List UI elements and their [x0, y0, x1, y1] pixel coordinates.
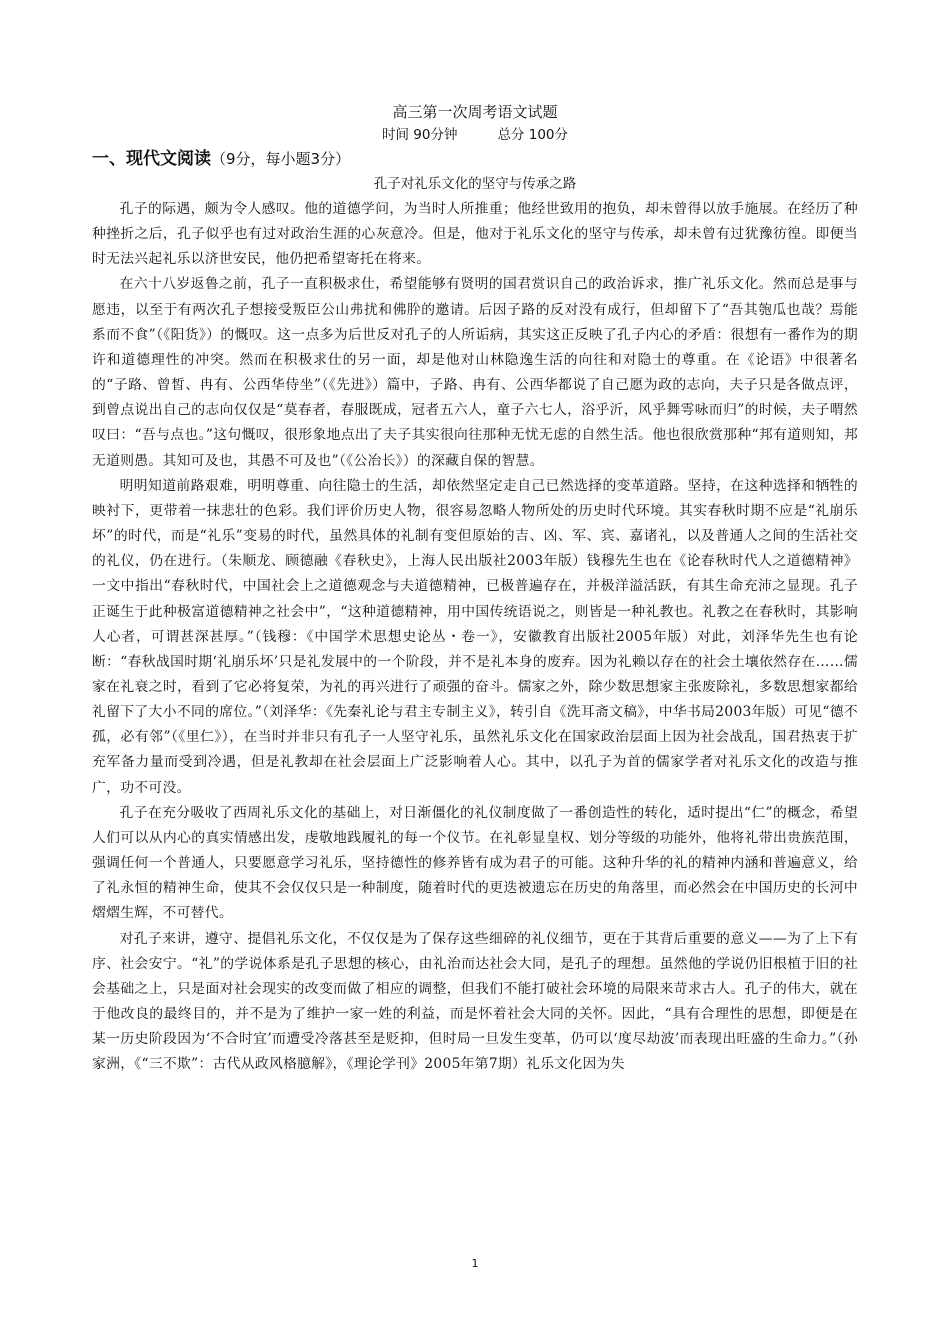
section-note: （9分，每小题3分） [211, 150, 351, 168]
document-page [92, 100, 858, 1077]
article-paragraph-3: 明明知道前路艰难，明明尊重、向往隐士的生活，却依然坚定走自己已然选择的变革道路。坚持，在这种选择和牺牲的映衬下，更带着一抹悲壮的色彩。我们评价历史人物，很容易忽略人物所处的历史时代环境。其实春秋时期不应是“礼崩乐坏”的时代，而是“礼乐”变易的时代，虽然具体的礼制有变但原始的吉、凶、军、宾、嘉诸礼，以及普通人之间的生活社交的礼仪，仍在进行。（朱顺龙、顾德融《春秋史》，上海人民出版社2003年版）钱穆先生也在《论春秋时代人之道德精神》一文中指出“春秋时代，中国社会上之道德观念与夫道德精神，已极普遍存在，并极洋溢活跃，有其生命充沛之显现。孔子正诞生于此种极富道德精神之社会中”，“这种道德精神，用中国传统语说之，则皆是一种礼教也。礼教之在春秋时，其影响人心者，可谓甚深甚厚。”（钱穆：《中国学术思想史论丛・卷一》，安徽教育出版社2005年版）对此，刘泽华先生也有论断：“春秋战国时期‘礼崩乐坏’只是礼发展中的一个阶段，并不是礼本身的废弃。因为礼赖以存在的社会土壤依然存在……儒家在礼衰之时，看到了它必将复荣，为礼的再兴进行了顽强的奋斗。儒家之外，除少数思想家主张废除礼，多数思想家都给礼留下了大小不同的席位。”（刘泽华：《先秦礼论与君主专制主义》，转引自《洗耳斋文稿》，中华书局2003年版）可见“德不孤，必有邻”（《里仁》），在当时并非只有孔子一人坚守礼乐，虽然礼乐文化在国家政治层面上因为社会战乱，国君热衷于扩充军备力量而受到冷遇，但是礼教却在社会层面上广泛影响着人心。其中，以孔子为首的儒家学者对礼乐文化的改造与推广，功不可没。 [92, 477, 858, 796]
page-number: 1 [471, 1257, 479, 1270]
exam-time: 时间 90分钟 [381, 127, 458, 143]
article-paragraph-5: 对孔子来讲，遵守、提倡礼乐文化，不仅仅是为了保存这些细碎的礼仪细节，更在于其背后重要的意义——为了上下有序、社会安宁。“礼”的学说体系是孔子思想的核心，由礼治而达社会大同，是孔子的理想。虽然他的学说仍旧根植于旧的社会基础之上，只是面对社会现实的改变而做了相应的调整，但我们不能打破社会环境的局限来苛求古人。孔子的伟大，就在于他改良的最终目的，并不是为了维护一家一姓的利益，而是怀着社会大同的关怀。因此，“具有合理性的思想，即便是在某一历史阶段因为‘不合时宜’而遭受冷落甚至是贬抑，但时局一旦发生变革，仍可以‘度尽劫波’而表现出旺盛的生命力。”（孙家洲，《“三不欺”：古代从政风格臆解》，《理论学刊》2005年第7期）礼乐文化因为失 [92, 930, 858, 1073]
section-heading [92, 146, 858, 172]
exam-meta [92, 124, 858, 146]
article-paragraph-1: 孔子的际遇，颇为令人感叹。他的道德学问，为当时人所推重；他经世致用的抱负，却未曾得以放手施展。在经历了种种挫折之后，孔子似乎也有过对政治生涯的心灰意冷。但是，他对于礼乐文化的坚守与传承，却未曾有过犹豫彷徨。即便当时无法兴起礼乐以济世安民，他仍把希望寄托在将来。 [92, 201, 858, 268]
section-title: 一、现代文阅读 [92, 149, 211, 169]
exam-total: 总分 100分 [497, 127, 569, 143]
exam-title: 高三第一次周考语文试题 [392, 103, 558, 121]
article-paragraph-4: 孔子在充分吸收了西周礼乐文化的基础上，对日渐僵化的礼仪制度做了一番创造性的转化，适时提出“仁”的概念，希望人们可以从内心的真实情感出发，虔敬地践履礼的每一个仪节。在礼彰显皇权、划分等级的功能外，他将礼带出贵族范围，强调任何一个普通人，只要愿意学习礼乐，坚持德性的修养皆有成为君子的可能。这种升华的礼的精神内涵和普遍意义，给了礼永恒的精神生命，使其不会仅仅只是一种制度，随着时代的更迭被遗忘在历史的角落里，而必然会在中国历史的长河中熠熠生辉，不可替代。 [92, 804, 858, 922]
article-title: 孔子对礼乐文化的坚守与传承之路 [373, 176, 577, 192]
article-paragraph-2: 在六十八岁返鲁之前，孔子一直积极求仕，希望能够有贤明的国君赏识自己的政治诉求，推广礼乐文化。然而总是事与愿违，以至于有两次孔子想接受叛臣公山弗扰和佛肸的邀请。后因子路的反对没有成行，但却留下了“吾其匏瓜也哉？焉能系而不食”（《阳货》）的慨叹。这一点多为后世反对孔子的人所诟病，其实这正反映了孔子内心的矛盾：很想有一番作为的期许和道德理性的冲突。然而在积极求仕的另一面，却是他对山林隐逸生活的向往和对隐士的尊重。在《论语》中很著名的“子路、曾皙、冉有、公西华侍坐”（《先进》）篇中，子路、冉有、公西华都说了自己愿为政的志向，夫子只是各做点评，到曾点说出自己的志向仅仅是“莫春者，春服既成，冠者五六人，童子六七人，浴乎沂，风乎舞雩咏而归”的时候，夫子喟然叹曰：“吾与点也。”这句慨叹，很形象地点出了夫子其实很向往那种无忧无虑的自然生活。他也很欣赏那种“邦有道则知，邦无道则愚。其知可及也，其愚不可及也”（《公冶长》）的深藏自保的智慧。 [92, 276, 858, 469]
